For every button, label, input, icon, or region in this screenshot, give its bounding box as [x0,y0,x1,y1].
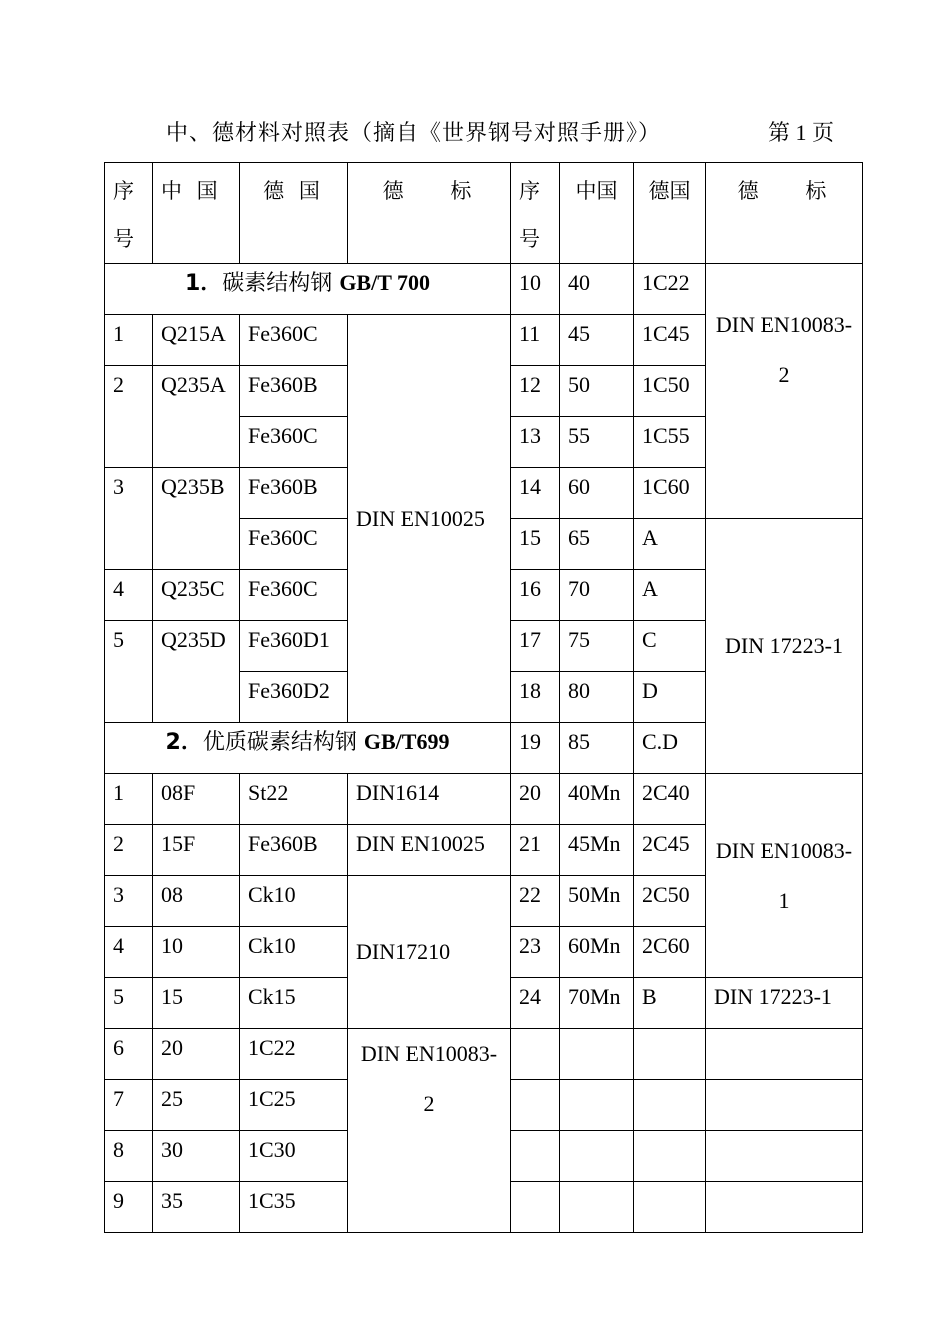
empty-cell [706,1131,863,1182]
right-cn: 60 [560,468,634,519]
right-cn: 60Mn [560,927,634,978]
right-no: 15 [511,519,560,570]
empty-cell [706,1029,863,1080]
right-cn: 65 [560,519,634,570]
right-no: 18 [511,672,560,723]
right-de: 2C50 [634,876,706,927]
right-de: 2C40 [634,774,706,825]
left-de: 1C30 [240,1131,348,1182]
left-cn: Q235C [153,570,240,621]
left-cn: 35 [153,1182,240,1233]
right-cn: 85 [560,723,634,774]
table-row [105,1029,863,1080]
right-no: 21 [511,825,560,876]
header-std-2: 德 标 [706,163,863,264]
empty-cell [706,1182,863,1233]
empty-cell [511,1182,560,1233]
left-no: 1 [105,315,153,366]
right-de: A [634,570,706,621]
std-din-en10083-2-left: DIN EN10083-2 [348,1029,511,1233]
right-no: 13 [511,417,560,468]
left-cn: Q235A [153,366,240,468]
std-din-17223-1-right: DIN 17223-1 [706,519,863,774]
left-de: Fe360C [240,570,348,621]
left-no: 4 [105,570,153,621]
section-1-name: 碳素结构钢 [222,271,333,296]
std-din-en10025: DIN EN10025 [348,315,511,723]
right-no: 19 [511,723,560,774]
section-1-heading [105,264,511,315]
left-de: Fe360C [240,417,348,468]
left-no: 2 [105,366,153,468]
left-cn: 15 [153,978,240,1029]
empty-cell [511,1029,560,1080]
left-no: 3 [105,468,153,570]
left-cn: 25 [153,1080,240,1131]
header-de-2: 德国 [634,163,706,264]
left-no: 1 [105,774,153,825]
right-de: 1C50 [634,366,706,417]
right-no: 23 [511,927,560,978]
right-cn: 70 [560,570,634,621]
section-2-number: 2． [165,730,203,755]
right-de: 1C60 [634,468,706,519]
empty-cell [634,1131,706,1182]
right-no: 22 [511,876,560,927]
left-de: Ck10 [240,927,348,978]
left-cn: 08F [153,774,240,825]
page-number: 第 1 页 [768,120,835,145]
right-cn: 50 [560,366,634,417]
header-cn: 中 国 [153,163,240,264]
section-2-name: 优质碳素结构钢 [202,730,357,755]
right-de: B [634,978,706,1029]
right-no: 24 [511,978,560,1029]
table-row [105,264,863,315]
std-din1614: DIN1614 [348,774,511,825]
left-cn: 08 [153,876,240,927]
left-de: Fe360C [240,315,348,366]
right-no: 17 [511,621,560,672]
right-no: 12 [511,366,560,417]
header-std: 德 标 [348,163,511,264]
left-de: 1C25 [240,1080,348,1131]
empty-cell [634,1182,706,1233]
right-cn: 70Mn [560,978,634,1029]
right-de: C [634,621,706,672]
section-2-standard: GB/T699 [363,729,450,754]
header-seq: 序号 [105,163,153,264]
left-no: 9 [105,1182,153,1233]
right-de: 1C22 [634,264,706,315]
empty-cell [511,1080,560,1131]
left-de: Fe360B [240,366,348,417]
left-de: Ck10 [240,876,348,927]
left-de: Fe360B [240,468,348,519]
empty-cell [634,1029,706,1080]
left-cn: 10 [153,927,240,978]
header-row [105,163,863,264]
left-no: 3 [105,876,153,927]
right-no: 10 [511,264,560,315]
left-no: 6 [105,1029,153,1080]
std-din-17223-1-right-b: DIN 17223-1 [706,978,863,1029]
left-no: 2 [105,825,153,876]
material-comparison-table [104,162,863,1233]
empty-cell [634,1080,706,1131]
section-2-heading [105,723,511,774]
section-1-standard: GB/T 700 [339,270,430,295]
left-de: 1C35 [240,1182,348,1233]
header-seq-2: 序号 [511,163,560,264]
right-cn: 45Mn [560,825,634,876]
left-cn: 20 [153,1029,240,1080]
left-de: Fe360D2 [240,672,348,723]
left-cn: Q235D [153,621,240,723]
right-de: 2C60 [634,927,706,978]
right-cn: 45 [560,315,634,366]
document-title: 中、德材料对照表（摘自《世界钢号对照手册》） [166,121,662,146]
empty-cell [706,1080,863,1131]
left-cn: Q235B [153,468,240,570]
empty-cell [560,1131,634,1182]
section-1-number: 1． [184,271,223,296]
left-no: 8 [105,1131,153,1182]
header-cn-2: 中国 [560,163,634,264]
empty-cell [560,1029,634,1080]
right-de: C.D [634,723,706,774]
left-de: Ck15 [240,978,348,1029]
right-de: 2C45 [634,825,706,876]
left-de: Fe360C [240,519,348,570]
right-cn: 80 [560,672,634,723]
right-no: 11 [511,315,560,366]
left-de: 1C22 [240,1029,348,1080]
header-de: 德 国 [240,163,348,264]
std-din-en10083-1-right: DIN EN10083-1 [706,774,863,978]
right-no: 20 [511,774,560,825]
right-no: 16 [511,570,560,621]
std-din17210: DIN17210 [348,876,511,1029]
left-no: 4 [105,927,153,978]
left-no: 5 [105,621,153,723]
left-de: Fe360D1 [240,621,348,672]
right-cn: 75 [560,621,634,672]
right-cn: 55 [560,417,634,468]
left-no: 5 [105,978,153,1029]
std-din-en10025-s2: DIN EN10025 [348,825,511,876]
left-no: 7 [105,1080,153,1131]
right-cn: 40 [560,264,634,315]
right-cn: 40Mn [560,774,634,825]
right-no: 14 [511,468,560,519]
empty-cell [560,1182,634,1233]
left-de: St22 [240,774,348,825]
empty-cell [560,1080,634,1131]
right-de: A [634,519,706,570]
right-cn: 50Mn [560,876,634,927]
left-cn: Q215A [153,315,240,366]
right-de: 1C45 [634,315,706,366]
empty-cell [511,1131,560,1182]
left-cn: 15F [153,825,240,876]
left-cn: 30 [153,1131,240,1182]
right-de: 1C55 [634,417,706,468]
std-din-en10083-2-right: DIN EN10083-2 [706,264,863,519]
left-de: Fe360B [240,825,348,876]
table-row [105,774,863,825]
right-de: D [634,672,706,723]
